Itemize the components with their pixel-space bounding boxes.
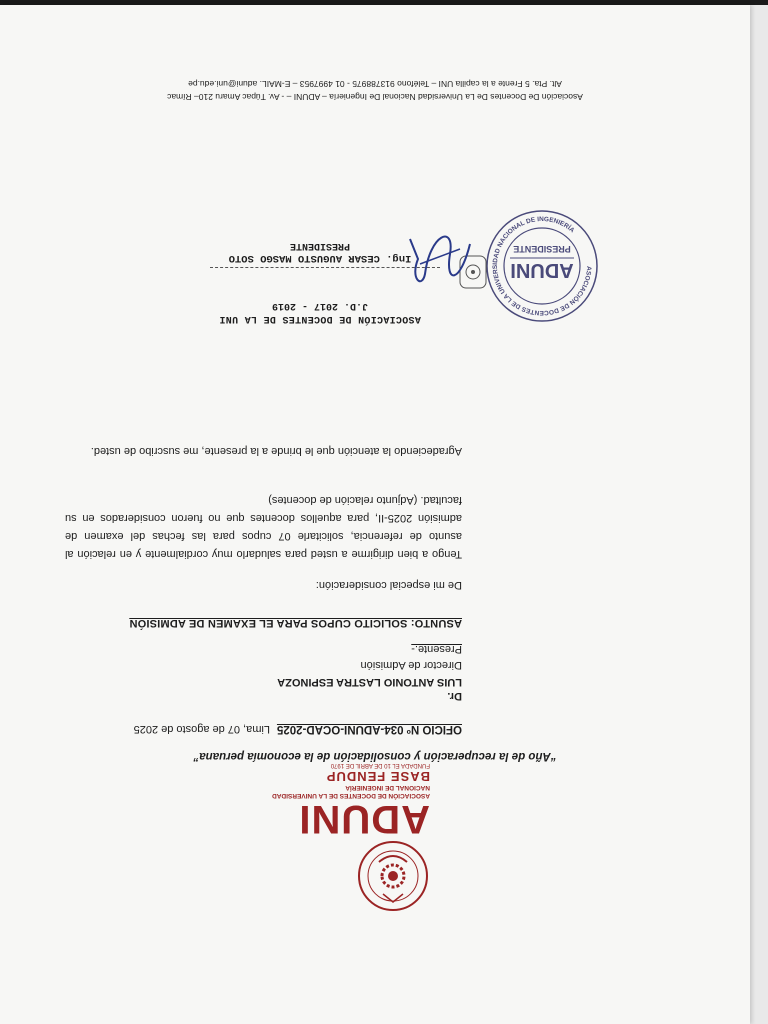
stamp-center-acronym: ADUNI [510,259,574,281]
signature-line [210,267,440,268]
presidency-stamp [484,208,600,324]
signer-name: Ing. CESAR AUGUSTO MASGO SOTO [228,252,412,264]
date-line: Lima, 07 de agosto de 2025 [133,723,270,735]
subject-line: ASUNTO: SOLICITO CUPOS PARA EL EXAMEN DE ADMISIÓN [129,617,462,629]
oficio-reference: OFICIO Nº 034-ADUNI-OCAD-2025 [276,723,462,735]
uni-emblem-icon [357,840,429,912]
signature-org-block [170,300,470,324]
letterhead-org-name: ASOCIACIÓN DE DOCENTES DE LA UNIVERSIDAD NACIONAL DE INGENIERÍA [272,784,430,799]
stamp-center-role: PRESIDENTE [513,244,571,254]
body-paragraph: Tengo a bien dirigirme a usted para saludarlo muy cordialmente y en relación al asunto de referencia, solicitarle 07 cupos para las fechas del examen de admisión 2025-II, para aquellos docentes que no fueron considerados en su facultad. (Adjunto relación de docentes) [65,494,462,560]
recipient-title: Dr. [447,690,462,702]
signature-org-period: J.D. 2017 - 2019 [272,300,369,311]
letterhead-founded: FUNDADA EL 10 DE ABRIL DE 1970 [330,762,430,768]
closing-line: Agradeciendo la atención que le brinde a la presente, me suscribo de usted. [90,445,462,457]
footer-line-1: Asociación De Docentes De La Universidad Nacional De Ingeniería – ADUNI – - Av. Túpac Amaru 210– Rímac [167,92,583,102]
scanned-letter-page [0,5,750,1024]
stamp-ring-text: ASOCIACIÓN DE DOCENTES DE LA UNIVERSIDAD NACIONAL DE INGENIERÍA [491,215,593,317]
recipient-name: LUIS ANTONIO LASTRA ESPINOZA [277,676,462,688]
signature-org-name: ASOCIACIÓN DE DOCENTES DE LA UNI [219,313,421,324]
letterhead-logo [260,761,430,839]
letterhead-base: BASE FENDUP [325,769,430,784]
greeting: De mi especial consideración: [315,579,462,591]
footer-line-2: Alt. Pta. 5 Frente a la capilla UNI – Teléfono 913788975 - 01 4997953 – E-MAIL. aduni@uni.edu.pe [188,79,562,89]
recipient-role: Director de Admisión [360,659,462,671]
letterhead-acronym: ADUNI [298,797,430,841]
footer-address [115,77,635,103]
recipient-presente: Presente.- [411,643,462,655]
signer-role: PRESIDENTE [290,240,351,251]
letter-content-upside-down [0,5,750,1024]
year-slogan: “Año de la recuperación y consolidación de la economía peruana” [193,750,557,762]
